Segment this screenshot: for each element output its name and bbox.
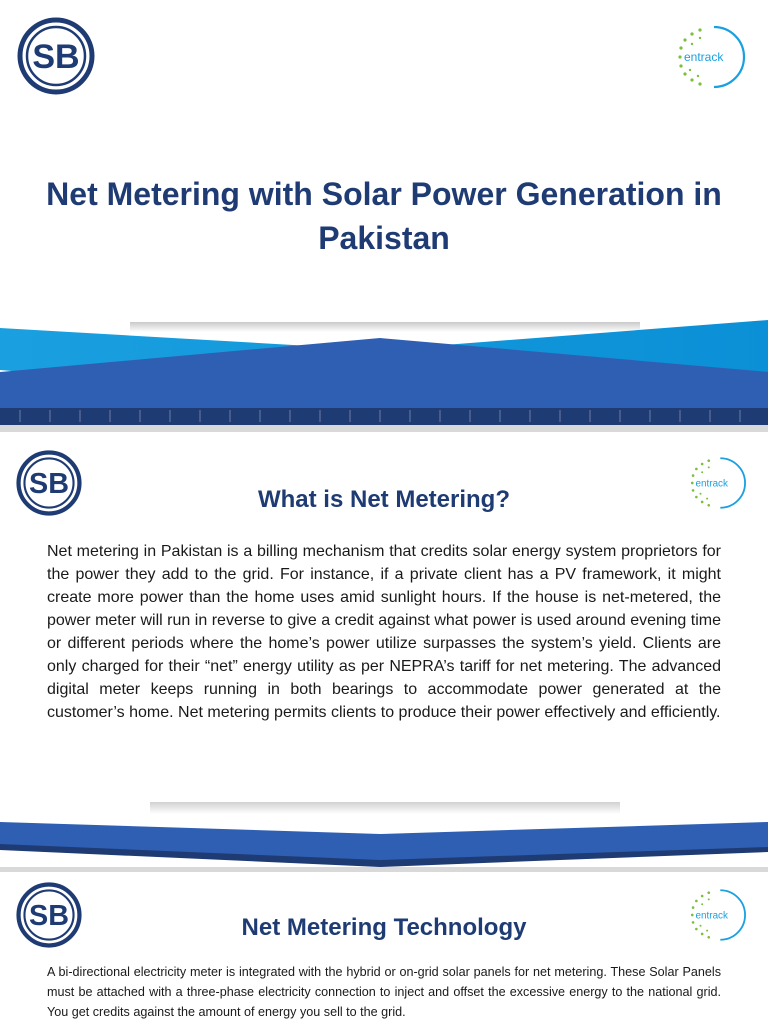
entrack-logo-text: entrack [695, 910, 728, 922]
sb-logo [17, 17, 95, 95]
entrack-logo-text: entrack [684, 50, 724, 64]
sb-logo-text: SB [29, 468, 69, 501]
decorative-band [0, 792, 768, 867]
section-heading: What is Net Metering? [257, 486, 510, 513]
section-heading: Net Metering Technology [241, 914, 527, 941]
sb-logo-text: SB [29, 900, 69, 933]
sb-logo-text: SB [32, 38, 80, 76]
page-title: Net Metering with Solar Power Generation in Pakistan [46, 176, 722, 256]
body-paragraph: A bi-directional electricity meter is integrated with the hybrid or on-grid solar panels for net metering. These Solar Panels must be attached with a three-phase electricity connection to inject and offset the excessive energy to the national grid. You get credits against the amount of energy you sell to the grid. [47, 965, 721, 1019]
slide-gap [0, 425, 768, 432]
entrack-logo-text: entrack [695, 478, 728, 490]
decorative-band [0, 310, 768, 425]
body-paragraph: Net metering in Pakistan is a billing mechanism that credits solar energy system proprietors for the power they add to the grid. For instance, if a private client has a PV framework, it might create more power than the home uses amid sunlight hours. If the house is net-metered, the power meter will run in reverse to give a credit against what power is used around evening time or different periods where the home’s power utilize surpasses the system’s yield. Clients are only charged for their “net” energy utility as per NEPRA’s tariff for net metering. The advanced digital meter keeps running in both bearings to accommodate power generated at the customer’s home. Net metering permits clients to produce their power effectively and efficiently. [47, 543, 721, 721]
entrack-logo [670, 22, 750, 92]
slide-title [0, 0, 768, 425]
